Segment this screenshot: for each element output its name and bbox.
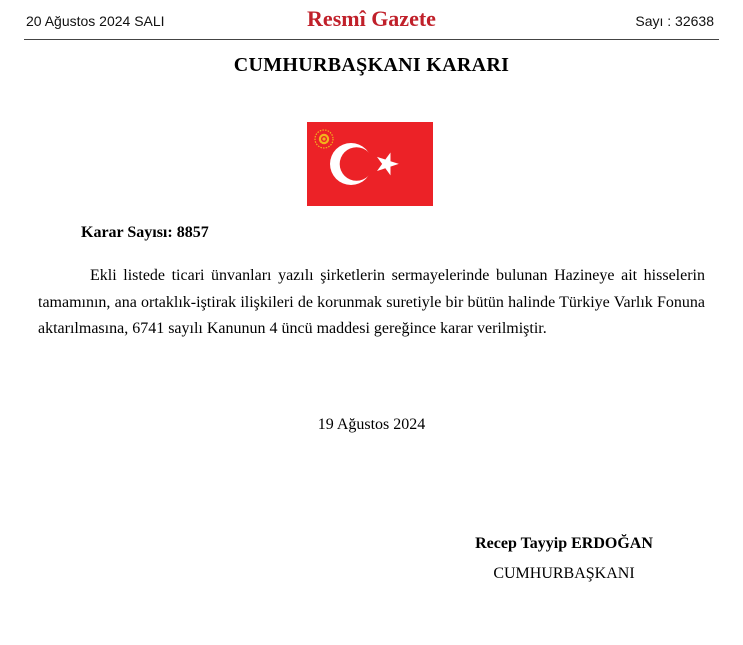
gazette-title: Resmî Gazete bbox=[307, 6, 436, 31]
decision-date: 19 Ağustos 2024 bbox=[317, 416, 426, 433]
publication-date: 20 Ağustos 2024 SALI bbox=[26, 13, 165, 29]
signer-name: Recep Tayyip ERDOĞAN bbox=[475, 535, 653, 552]
decision-number: Karar Sayısı: 8857 bbox=[81, 224, 209, 241]
gazette-header bbox=[0, 0, 743, 40]
issue-number: Sayı : 32638 bbox=[635, 13, 714, 29]
decision-body-text: Ekli listede ticari ünvanları yazılı şirketlerin sermayelerinde bulunan Hazineye ait hisselerin tamamının, ana ortaklık-iştirak ilişkileri de korunmak suretiyle bir bütün halinde Türkiye Varlık Fonuna aktarılmasına, 6741 sayılı Kanunun 4 üncü maddesi gereğince karar verilmiştir. bbox=[38, 267, 705, 337]
decision-body bbox=[38, 263, 705, 343]
decision-heading: CUMHURBAŞKANI KARARI bbox=[233, 54, 510, 76]
signer-title: CUMHURBAŞKANI bbox=[493, 565, 635, 582]
turkish-flag-icon bbox=[307, 122, 433, 206]
header-divider bbox=[24, 39, 719, 40]
